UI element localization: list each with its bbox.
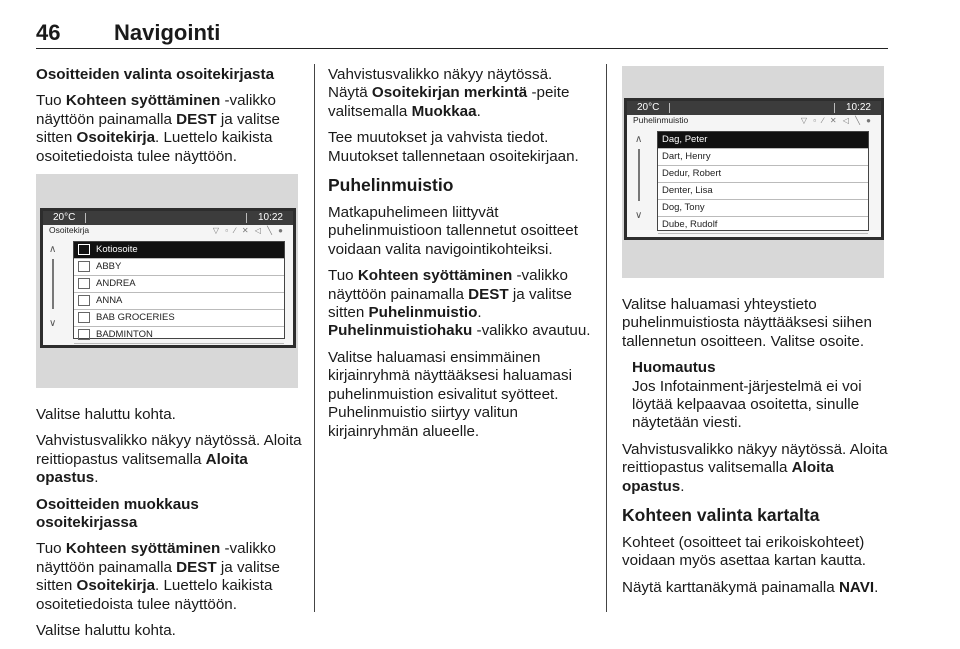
screen-title: Osoitekirja ▽ ▫ ∕ ✕ ◁ ╲ ●: [49, 225, 285, 236]
paragraph: Matkapuhelimeen liittyvät puhelinmuistioon tallennetut osoitteet voidaan valita navigointikohteiksi.: [328, 204, 578, 258]
paragraph: Valitse haluttu kohta.: [36, 622, 176, 640]
poi-icon: [78, 312, 90, 323]
paragraph: Valitse haluamasi yhteystieto puhelinmuistiosta näyttääksesi siihen tallennetun osoitteen. Valitse osoite.: [622, 296, 872, 350]
scrollbar[interactable]: [638, 149, 640, 201]
infotainment-screen: [40, 208, 296, 348]
column-1: [36, 66, 302, 649]
contact-icon: [78, 295, 90, 306]
page-title: Navigointi: [114, 20, 221, 45]
list-item[interactable]: BADMINTON: [74, 327, 284, 344]
list-item[interactable]: BAB GROCERIES: [74, 310, 284, 327]
screen-title: Puhelinmuistio ▽ ▫ ∕ ✕ ◁ ╲ ●: [633, 115, 873, 125]
note-box: [632, 359, 890, 433]
paragraph: Tuo Kohteen syöttäminen -valikko näyttöön painamalla DEST ja valitse sitten Osoitekirja. Luettelo kaikista osoitetiedoista tulee näyttöön.: [36, 540, 280, 613]
section-heading: Osoitteiden muokkaus osoitekirjassa: [36, 495, 199, 532]
paragraph: Kohteet (osoitteet tai erikoiskohteet) voidaan myös asettaa kartan kautta.: [622, 534, 866, 570]
list-item[interactable]: ANNA: [74, 293, 284, 310]
paragraph: Valitse haluttu kohta.: [36, 406, 176, 424]
section-heading: Osoitteiden valinta osoitekirjasta: [36, 66, 275, 83]
column-divider: [314, 64, 315, 612]
page-header: [36, 8, 888, 49]
section-heading: Kohteen valinta kartalta: [622, 505, 820, 526]
column-divider: [606, 64, 607, 612]
column-2: [328, 66, 592, 449]
list-item[interactable]: Dog, Tony: [658, 200, 868, 217]
screenshot-phonebook: [622, 66, 884, 278]
screenshot-address-book: [36, 174, 298, 388]
contact-icon: [78, 329, 90, 340]
scroll-down-icon[interactable]: ∨: [635, 210, 643, 221]
home-icon: [78, 244, 90, 255]
paragraph: Vahvistusvalikko näkyy näytössä. Aloita reittiopastus valitsemalla Aloita opastus.: [36, 432, 302, 487]
paragraph: Vahvistusvalikko näkyy näytössä. Näytä Osoitekirjan merkintä -peite valitsemalla Muokkaa.: [328, 66, 570, 120]
note-text: Jos Infotainment-järjestelmä ei voi löytää kelpaavaa osoitetta, sinulle näytetään viesti.: [632, 377, 862, 432]
status-icons: ▽ ▫ ∕ ✕ ◁ ╲ ●: [800, 116, 873, 125]
paragraph: Näytä karttanäkymä painamalla NAVI.: [622, 578, 879, 596]
scroll-up-icon[interactable]: ∧: [635, 134, 643, 145]
list-item[interactable]: Dube, Rudolf: [658, 217, 868, 234]
paragraph: Tuo Kohteen syöttäminen -valikko näyttöön painamalla DEST ja valitse sitten Osoitekirja. Luettelo kaikista osoitetiedoista tulee näyttöön.: [36, 92, 280, 165]
list-item[interactable]: ANDREA: [74, 276, 284, 293]
status-icons: ▽ ▫ ∕ ✕ ◁ ╲ ●: [212, 226, 285, 236]
page-number: 46: [36, 20, 61, 45]
scrollbar[interactable]: [52, 259, 54, 309]
paragraph: Vahvistusvalikko näkyy näytössä. Aloita reittiopastus valitsemalla Aloita opastus.: [622, 440, 888, 495]
paragraph: Tuo Kohteen syöttäminen -valikko näyttöön painamalla DEST ja valitse sitten Puhelinmuistio. Puhelinmuistiohaku -valikko avautuu.: [328, 267, 591, 340]
note-title: Huomautus: [632, 359, 716, 377]
contact-list: [657, 131, 869, 231]
status-bar: 20°C 10:22: [627, 101, 881, 115]
list-item[interactable]: Dag, Peter: [658, 132, 868, 149]
scroll-up-icon[interactable]: ∧: [49, 244, 57, 256]
address-list: [73, 241, 285, 339]
scroll-down-icon[interactable]: ∨: [49, 318, 57, 330]
column-3: [622, 66, 890, 605]
list-item[interactable]: Dart, Henry: [658, 149, 868, 166]
list-item[interactable]: Dedur, Robert: [658, 166, 868, 183]
contact-icon: [78, 261, 90, 272]
infotainment-screen: [624, 98, 884, 240]
list-item[interactable]: Denter, Lisa: [658, 183, 868, 200]
contact-icon: [78, 278, 90, 289]
list-item[interactable]: ABBY: [74, 259, 284, 276]
list-item[interactable]: Kotiosoite: [74, 242, 284, 259]
paragraph: Valitse haluamasi ensimmäinen kirjainryhmä näyttääksesi haluamasi puhelinmuistion esivalitut syötteet. Puhelinmuistio siirtyy valitun kirjainryhmän alueelle.: [328, 348, 572, 440]
section-heading: Puhelinmuistio: [328, 175, 454, 196]
status-bar: 20°C 10:22: [43, 211, 293, 225]
paragraph: Tee muutokset ja vahvista tiedot. Muutokset tallennetaan osoitekirjaan.: [328, 129, 579, 165]
